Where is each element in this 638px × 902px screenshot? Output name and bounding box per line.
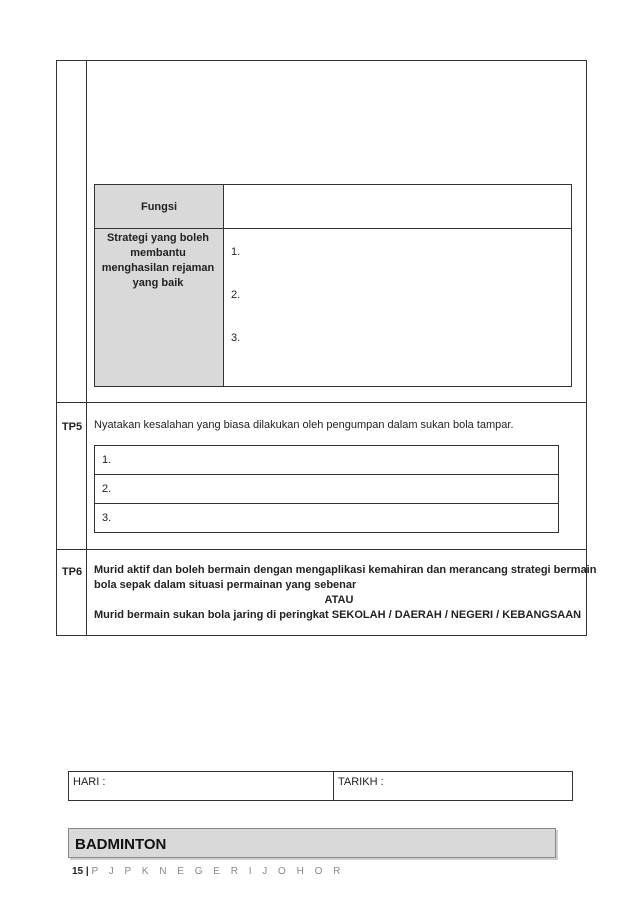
strategi-item-2: 2. xyxy=(231,289,241,301)
tp5-answer-number-3: 3. xyxy=(102,512,112,524)
strategi-item-3: 3. xyxy=(231,332,241,344)
tp6-label: TP6 xyxy=(61,566,83,578)
tp6-line-2: bola sepak dalam situasi permainan yang sebenar xyxy=(94,579,357,591)
hari-field[interactable]: HARI : xyxy=(73,776,106,788)
page-number: 15 | xyxy=(72,866,89,877)
tp5-question: Nyatakan kesalahan yang biasa dilakukan oleh pengumpan dalam sukan bola tampar. xyxy=(94,419,514,431)
strategi-item-1: 1. xyxy=(231,246,241,258)
row-divider-tp6 xyxy=(56,549,587,550)
fungsi-label: Fungsi xyxy=(140,201,178,213)
page-footer xyxy=(72,866,344,877)
footer-org: P J P K N E G E R I J O H O R xyxy=(91,866,345,877)
tp5-answer-field-1[interactable] xyxy=(94,445,559,475)
fungsi-answer-field[interactable] xyxy=(224,185,571,228)
tarikh-field[interactable]: TARIKH : xyxy=(338,776,384,788)
tp5-answer-field-3[interactable] xyxy=(94,503,559,533)
tp5-answer-number-2: 2. xyxy=(102,483,112,495)
date-box-divider xyxy=(333,771,334,801)
row-divider-tp5 xyxy=(56,402,587,403)
strategi-label: Strategi yang boleh membantu menghasilan rejaman yang baik xyxy=(101,232,215,289)
tp6-atau: ATAU xyxy=(324,594,354,606)
date-box xyxy=(68,771,573,801)
inner-row-divider xyxy=(94,228,572,229)
section-title: BADMINTON xyxy=(75,836,167,853)
tp6-line-3: Murid bermain sukan bola jaring di peringkat SEKOLAH / DAERAH / NEGERI / KEBANGSAAN xyxy=(94,609,582,621)
tp5-answer-field-2[interactable] xyxy=(94,474,559,504)
tp5-label: TP5 xyxy=(61,421,83,433)
tp5-answer-number-1: 1. xyxy=(102,454,112,466)
section-heading-box xyxy=(68,828,556,858)
tp6-line-1: Murid aktif dan boleh bermain dengan mengaplikasi kemahiran dan merancang strategi bermain xyxy=(94,564,597,576)
